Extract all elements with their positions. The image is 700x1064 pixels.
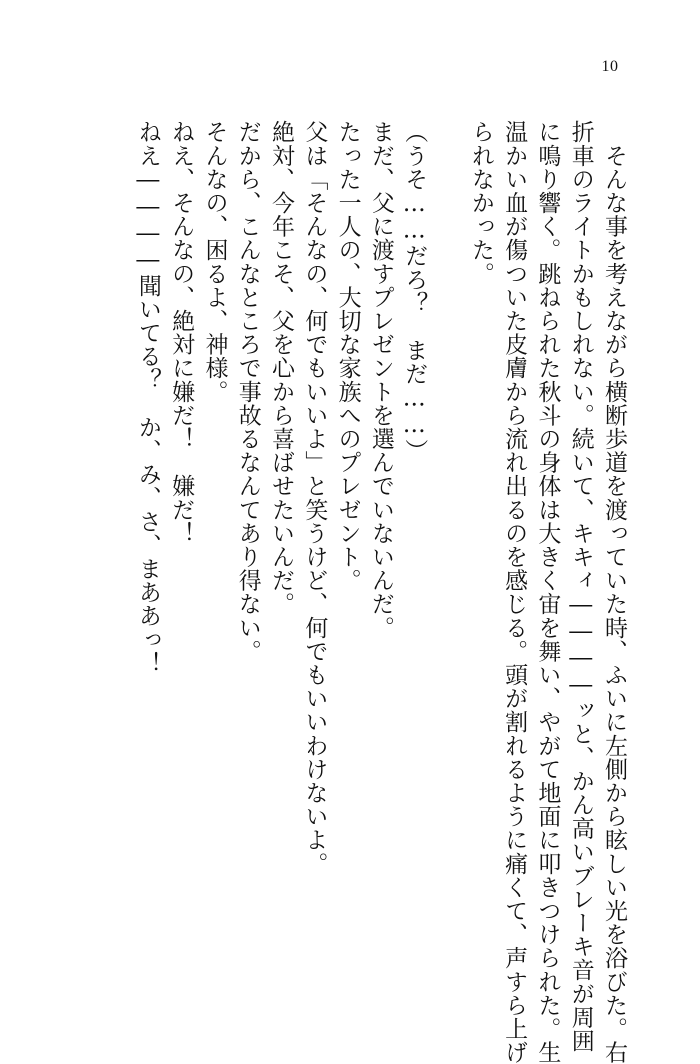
text-line: られなかった。: [467, 120, 494, 286]
text-line: たった一人の、大切な家族へのプレゼント。: [334, 120, 361, 592]
text-line: 父は「そんなの、何でもいいよ」と笑うけど、何でもいいわけないよ。: [301, 120, 328, 876]
page-number: 10: [601, 58, 619, 75]
text-line: だから、こんなところで事故るなんてあり得ない。: [234, 120, 261, 663]
text-line: （うそ……だろ？ まだ……）: [401, 120, 428, 463]
text-line: ねえ、そんなの、絶対に嫌だ！ 嫌だ！: [168, 120, 195, 545]
text-line: 絶対、今年こそ、父を心から喜ばせたいんだ。: [268, 120, 295, 616]
vertical-text-block: [131, 120, 630, 1064]
text-line: そんな事を考えながら横断歩道を渡っていた時、ふいに左側から眩しい光を浴びた。右: [601, 120, 627, 1064]
blank-line: [430, 120, 463, 965]
text-line: 折車のライトかもしれない。続いて、キキィ――――ッと、かん高いブレーキ音が周囲: [567, 120, 594, 1053]
text-line: に鳴り響く。跳ねられた秋斗の身体は大きく宙を舞い、やがて地面に叩きつけられた。生: [534, 120, 561, 1064]
text-line: そんなの、困るよ、神様。: [201, 120, 228, 404]
text-line: 温かい血が傷ついた皮膚から流れ出るのを感じる。頭が割れるように痛くて、声すら上げ: [501, 120, 528, 1064]
text-line: ねえ――――聞いてる？ か、み、さ、まああっ！: [134, 120, 161, 675]
text-line: まだ、父に渡すプレゼントを選んでいないんだ。: [367, 120, 394, 640]
